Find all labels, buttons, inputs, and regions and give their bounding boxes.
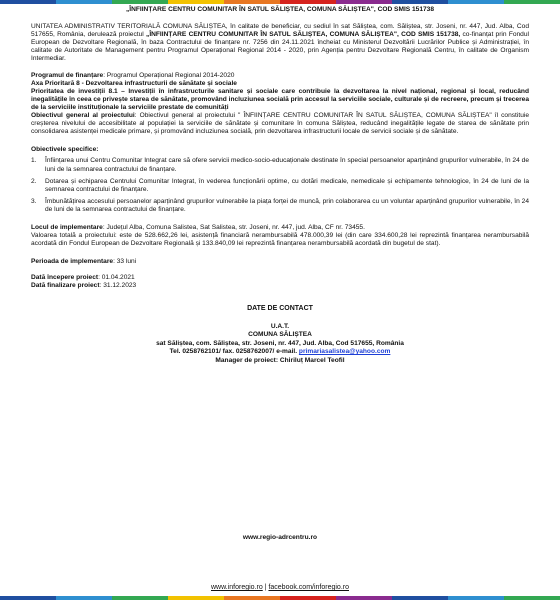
- contact-block: [31, 323, 529, 366]
- contact-phone-line: [31, 348, 529, 357]
- program-value: : Programul Operațional Regional 2014-2020: [103, 71, 235, 79]
- priority-axis: Axa Prioritară 8 - Dezvoltarea infrastructurii de sănătate și sociale: [31, 79, 237, 87]
- specific-objectives-list: [31, 157, 529, 214]
- list-item: [31, 157, 529, 173]
- inforegio-link[interactable]: www.inforegio.ro: [210, 584, 263, 591]
- budget-paragraph: Valoarea totală a proiectului: este de 528.662,26 lei, asistență financiară nerambursabilă 478.000,39 lei (din care 334.600,28 lei reprezintă finanțarea nerambursabilă acordată din Fondul European de Dezvoltare Regională și 133.840,09 lei reprezintă finanțarea nerambursabilă acordată din bugetul de stat).: [31, 232, 529, 248]
- item-number: 3.: [31, 197, 37, 205]
- document-title: „ÎNFIINȚARE CENTRU COMUNITAR ÎN SATUL SĂLIȘTEA, COMUNA SĂLIȘTEA", COD SMIS 151738: [125, 6, 435, 13]
- end-date-label: Dată finalizare proiect: [31, 282, 100, 290]
- start-date-label: Dată începere proiect: [31, 274, 99, 282]
- top-color-stripe: [0, 0, 560, 4]
- regio-website-link[interactable]: www.regio-adrcentru.ro: [242, 534, 318, 541]
- program-label: Programul de finanțare: [31, 71, 104, 79]
- location-line: [31, 224, 529, 232]
- period-line: [31, 258, 529, 266]
- end-date-line: [31, 282, 529, 290]
- intro-part1: UNITATEA ADMINISTRATIV TERITORIALĂ COMUNA SĂLIȘTEA, în calitate de beneficiar, cu sediul în sat Săliștea, com. Săliștea, str. Joseni, nr. 447, Jud. Alba, Cod 517655, România, derulează proiectul: [31, 23, 529, 39]
- contact-org: U.A.T.: [270, 322, 290, 330]
- intro-project-name: „ÎNFIINȚARE CENTRU COMUNITAR ÎN SATUL SĂLIȘTEA, COMUNA SĂLIȘTEA", COD SMIS 151738,: [146, 31, 461, 39]
- start-date-value: : 01.04.2021: [98, 274, 135, 282]
- contact-address: sat Săliștea, com. Săliștea, str. Joseni, nr. 447, Jud. Alba, Cod 517655, România: [156, 339, 404, 347]
- document-body: [31, 6, 529, 366]
- general-objective-text: : Obiectivul general al proiectului " ÎNFIINȚARE CENTRU COMUNITAR ÎN SATUL SĂLIȘTEA, COMUNA SĂLIȘTEA" îl constituie creșterea nivelului de accesibilitate al populației la serviciile de sănătate și comunitare în comuna Săliștea, reducând inegalitățile legate de starea de sănătate prin consolidarea asistenței medicale primare, și promovând incluziunea socială, prin dezvoltarea infrastructurii locale de servicii sociale și de sănătate.: [31, 112, 529, 136]
- intro-paragraph: [31, 23, 529, 63]
- end-date-value: : 31.12.2023: [99, 282, 137, 290]
- contact-title: DATE DE CONTACT: [247, 304, 313, 312]
- contact-phone: Tel. 0258762101/ fax. 0258762007/ e-mail.: [169, 348, 299, 356]
- investment-priority: Prioritatea de investiții 8.1 – Investiții în infrastructurile sanitare și sociale care contribuie la dezvoltarea la nivel național, regional și local, reducând inegalitățile în ceea ce privește starea de sănătate, promovând incluziunea socială prin accesul la serviciile sociale, culturale și de recreere, precum și trecerea de la serviciile instituționale la serviciile prestate de comunități: [31, 87, 529, 111]
- item-text: Dotarea și echiparea Centrului Comunitar Integrat, în vederea funcționării optime, cu dotări medicale, nemedicale și echipamente tehnologice, în 24 de luni de la semnarea contractului de finanțare.: [45, 177, 529, 193]
- location-label: Locul de implementare: [31, 223, 103, 231]
- general-objective-label: Obiectivul general al proiectului: [31, 112, 135, 120]
- list-item: [31, 178, 529, 194]
- facebook-link[interactable]: facebook.com/inforegio.ro: [268, 584, 349, 591]
- item-number: 1.: [31, 157, 37, 165]
- start-date-line: [31, 274, 529, 282]
- list-item: [31, 198, 529, 214]
- project-manager: Manager de proiect: Chiriluț Marcel Teofil: [215, 357, 345, 364]
- period-value: : 33 luni: [113, 258, 137, 266]
- program-line: [31, 72, 529, 80]
- item-number: 2.: [31, 177, 37, 185]
- period-label: Perioada de implementare: [31, 258, 114, 266]
- specific-objectives-label: Obiectivele specifice:: [31, 146, 99, 154]
- intro-part2: co-finanțat prin Fondul European de Dezvoltare Regională, în baza Contractului de finanțare nr. 7256 din 24.11.2021 încheiat cu Ministerul Dezvoltării Lucrărilor Publice și Administrației, în calitate de Autoritate de Management pentru Programul Operațional Regional 2014 - 2020, prin Agenția pentru Dezvoltare Regională Centru, în calitate de Organism Intermediar.: [31, 31, 529, 63]
- contact-commune: COMUNA SĂLIȘTEA: [248, 331, 312, 339]
- footer-separator: |: [262, 584, 269, 591]
- footer-links: [0, 584, 560, 591]
- item-text: Îmbunătățirea accesului persoanelor aparținând grupurilor vulnerabile la piața forței de muncă, prin colaborarea cu un voluntar aparținând grupurilor vulnerabile, în 24 de luni de la semnarea contractului de finanțare.: [45, 197, 529, 213]
- bottom-color-stripe: [0, 596, 560, 600]
- general-objective: [31, 112, 529, 136]
- location-value: : Județul Alba, Comuna Salistea, Sat Salistea, str. Joseni, nr. 447, jud. Alba, CF nr. 73455.: [102, 223, 365, 231]
- contact-email-link[interactable]: primariasalistea@yahoo.com: [298, 348, 391, 356]
- item-text: Înființarea unui Centru Comunitar Integrat care să ofere servicii medico-socio-educaționale destinate în special persoanelor aparținând grupurilor vulnerabile, în 24 de luni de la semnarea contractului de finanțare.: [45, 157, 529, 173]
